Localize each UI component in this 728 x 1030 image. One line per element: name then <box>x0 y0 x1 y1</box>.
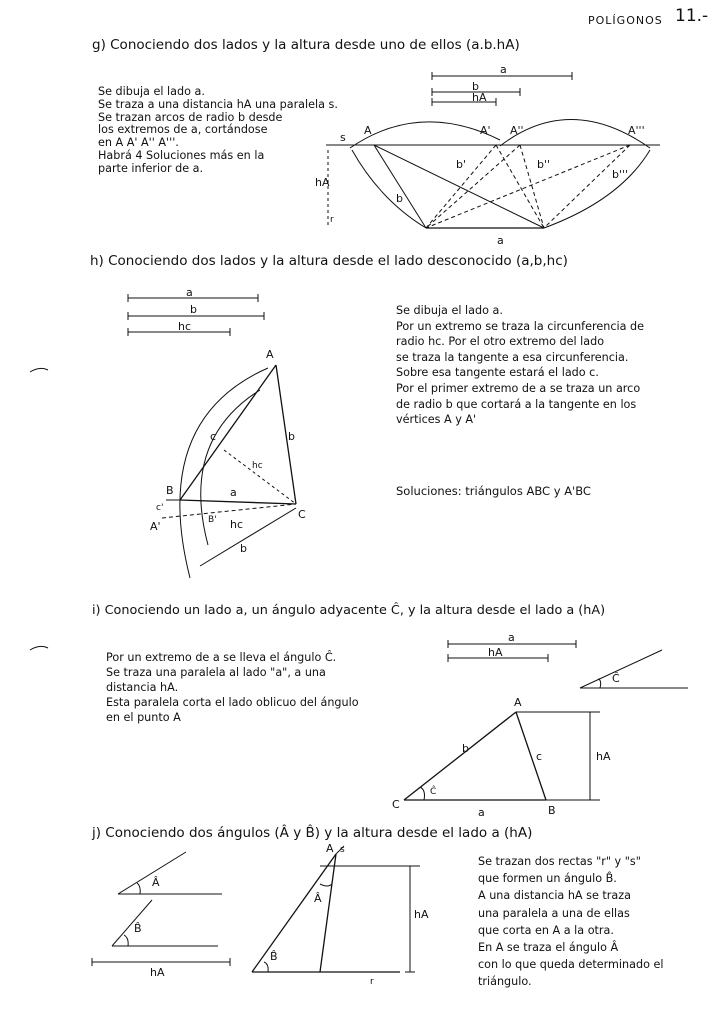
section-j-heading: j) Conociendo dos ángulos (Â y B̂) y la altura desde el lado a (hA) <box>92 825 533 841</box>
page-number: 11.- <box>675 6 709 26</box>
label-c: c <box>210 430 217 443</box>
label-C: C <box>298 508 306 521</box>
text-line: que formen un ángulo B̂. <box>478 872 617 886</box>
section-i-diagram <box>392 631 688 819</box>
label-a-inner: a <box>230 486 237 499</box>
label-b: b <box>462 742 469 755</box>
arc <box>544 150 650 228</box>
label-A-inner: Â <box>314 892 322 905</box>
label-s: s <box>340 845 345 855</box>
label-A3: A''' <box>628 124 645 137</box>
label-a: a <box>508 631 515 644</box>
label-a: a <box>500 63 507 76</box>
label-A: A <box>514 696 522 709</box>
label-hc: hc <box>178 320 192 333</box>
label-C-angle: Ĉ <box>612 672 620 685</box>
text-line: Esta paralela corta el lado oblicuo del ángulo <box>106 696 359 709</box>
text-line: radio hc. Por el otro extremo del lado <box>396 335 605 349</box>
text-line: con lo que queda determinado el <box>478 958 664 972</box>
label-hc-low: hc <box>230 518 244 531</box>
text-line: una paralela a una de ellas <box>478 906 630 920</box>
text-line: En A se traza el ángulo Â <box>478 941 619 955</box>
label-c1: c' <box>156 503 164 513</box>
label-B-inner: B̂ <box>270 950 278 963</box>
text-line: distancia hA. <box>106 681 179 694</box>
section-h-heading: h) Conociendo dos lados y la altura desde el lado desconocido (a,b,hc) <box>90 253 568 269</box>
label-hc-inner: hc <box>252 461 263 471</box>
label-B: B <box>548 804 556 817</box>
section-h-diagram <box>128 286 306 578</box>
label-A-angle: Â <box>152 876 160 889</box>
label-b: b <box>190 303 197 316</box>
label-hA: hA <box>472 91 487 104</box>
label-hA: hA <box>488 646 503 659</box>
label-C: C <box>392 798 400 811</box>
text-line: se traza la tangente a esa circunferencia. <box>396 350 629 364</box>
label-A: A <box>326 842 334 855</box>
text-line: vértices A y A' <box>396 413 477 427</box>
page-label: POLÍGONOS <box>588 14 663 27</box>
label-b3: b''' <box>612 168 629 181</box>
margin-mark <box>30 368 48 372</box>
text-line: en A A' A'' A'''. <box>98 136 179 150</box>
label-hA-side: hA <box>414 908 429 921</box>
arc <box>352 150 426 228</box>
text-line: Habrá 4 Soluciones más en la <box>98 148 265 162</box>
text-line: Se traza una paralela al lado "a", a una <box>106 666 326 679</box>
label-b1: b' <box>456 158 467 171</box>
section-h-solutions: Soluciones: triángulos ABC y A'BC <box>396 484 591 498</box>
label-A: A <box>266 348 274 361</box>
label-s: s <box>340 131 346 144</box>
section-g-heading: g) Conociendo dos lados y la altura desde uno de ellos (a.b.hA) <box>92 37 520 53</box>
label-A2: A'' <box>510 124 524 137</box>
label-c: c <box>536 750 543 763</box>
label-b-low: b <box>240 542 247 555</box>
label-r: r <box>330 215 334 225</box>
text-line: en el punto A <box>106 711 181 724</box>
text-line: los extremos de a, cortándose <box>98 123 268 137</box>
text-line: Por un extremo se traza la circunferencia de <box>396 319 644 333</box>
margin-mark <box>30 646 48 650</box>
text-line: que corta en A a la otra. <box>478 923 614 937</box>
text-line: Se trazan dos rectas "r" y "s" <box>478 855 641 868</box>
label-B: B <box>166 484 174 497</box>
arc <box>350 122 500 148</box>
label-b-side: b <box>396 192 403 205</box>
label-b2: b'' <box>537 158 551 171</box>
text-line: Por el primer extremo de a se traza un arco <box>396 381 641 395</box>
section-g-diagram <box>315 63 660 247</box>
label-a-bottom: a <box>497 234 504 247</box>
label-A: A <box>364 124 372 137</box>
text-line: Sobre esa tangente estará el lado c. <box>396 366 599 380</box>
label-a-base: a <box>478 806 485 819</box>
label-r: r <box>370 977 374 987</box>
label-A1: A' <box>150 520 161 533</box>
label-hA-side: hA <box>315 176 330 189</box>
text-line: de radio b que cortará a la tangente en los <box>396 397 637 411</box>
text-line: Por un extremo de a se lleva el ángulo Ĉ. <box>106 651 337 664</box>
text-line: Se traza a una distancia hA una paralela s. <box>98 97 338 111</box>
section-j-diagram <box>92 842 429 987</box>
label-C-inner: Ĉ <box>430 787 437 797</box>
label-b-inner: b <box>288 430 295 443</box>
label-B-angle: B̂ <box>134 922 142 935</box>
label-a: a <box>186 286 193 299</box>
text-line: Se dibuja el lado a. <box>98 85 205 98</box>
text-line: Se dibuja el lado a. <box>396 304 503 317</box>
label-B1: B' <box>208 515 217 525</box>
label-hA: hA <box>150 966 165 979</box>
section-i-heading: i) Conociendo un lado a, un ángulo adyacente Ĉ, y la altura desde el lado a (hA) <box>92 603 606 618</box>
text-line: A una distancia hA se traza <box>478 889 631 903</box>
text-line: triángulo. <box>478 975 532 989</box>
label-hA-side: hA <box>596 750 611 763</box>
label-b: b <box>472 80 479 93</box>
text-line: Se trazan arcos de radio b desde <box>98 110 283 124</box>
label-A1: A' <box>480 124 491 137</box>
text-line: parte inferior de a. <box>98 161 204 175</box>
